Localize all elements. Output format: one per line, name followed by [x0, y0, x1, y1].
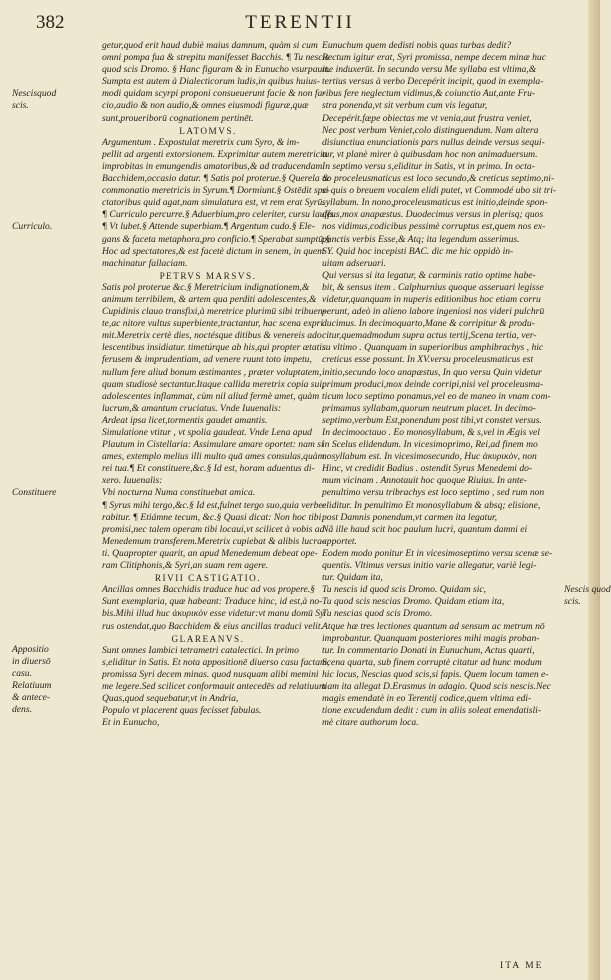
text-line: Ardeat ipsa licet,tormentis gaudet amantis.	[102, 414, 268, 426]
text-line: quam studiosè sectantur.Itaque callida meretrix copia sui,	[102, 378, 325, 390]
text-line: omni pompa fua & strepitu manifesset Bacchis. ¶ Tu nescis	[102, 52, 329, 64]
text-line: Hinc, vt credidit Badius . ostendit Syrus Menedemi do-	[322, 463, 533, 475]
text-line: Sumpta est autem à Dialecticorum ludis,in quibus huius-	[102, 76, 320, 88]
text-line: Nec post verbum Veniet,colo distinguendum. Nam altera	[322, 124, 539, 136]
margin-note: Nescisquod	[12, 88, 57, 99]
text-line: punctis verbis Esse,& Atq; ita legendum asserimus.	[322, 233, 520, 245]
text-line: tiam ita allegat D.Erasmus in adagio. Quod scis nescis.Nec	[322, 680, 551, 692]
text-line: penultimo versu tribrachys est loco septimo , sed rum non	[322, 487, 545, 499]
text-line: ducimus. In decimoquarto,Mane & corripitur & produ-	[322, 318, 535, 330]
text-line: cio,audio & non audio,& omnes eiusmodi figuræ,quæ	[102, 100, 309, 112]
text-line: Scena quarta, sub finem corruptè citatur ad hunc modum	[322, 656, 542, 668]
text-line: Et in Eunucho,	[102, 717, 160, 729]
margin-note: dens.	[12, 704, 32, 715]
text-line: In septimo versu s,eliditur in Satis, vt in primo. In octa-	[322, 160, 535, 172]
text-line: mè citare authorum loca.	[322, 717, 419, 729]
text-line: rus ostendat,quo Bacchidem & eius ancillas traduci velit.	[102, 620, 323, 632]
text-line: animum terribilem, & artem qua perditi adolescentes,&	[102, 293, 317, 305]
text-line: Qui versus si ita legatur, & carminis ratio optime habe-	[322, 269, 536, 281]
text-line: apportet.	[322, 535, 357, 547]
text-line: te,ac nitore vultus superbiente,tractantur, hac scena expri	[102, 318, 324, 330]
text-line: quod scis Dromo. § Hanc figuram & in Eunucho vsurpauit.	[102, 64, 331, 76]
text-line: primamus syllabam,quorum neutrum placet. In decimo-	[322, 402, 536, 414]
text-line: ticum loco septimo ponamus,vel eo de maneo in vnam com-	[322, 390, 551, 402]
section-heading: LATOMVS.	[179, 125, 237, 136]
text-line: promisi,nec talem operam tibi locaui,vt scilicet à vobis ad	[102, 523, 325, 535]
left-text-column	[102, 40, 337, 729]
text-line: Tu nescis id quod scis Dromo. Quidam sic,	[322, 584, 487, 596]
text-line: rabitur. ¶ Etiámne tecum, &c.§ Quasi dicat: Non hoc tibi	[102, 511, 322, 523]
text-line: citur,quemadmodum supra actus tertij,Scena tertia, ver-	[322, 330, 537, 342]
text-line: Tu nescias quod scis Dromo.	[322, 608, 433, 620]
margin-note: Curriculo.	[12, 221, 53, 232]
text-line: In decimooctauo . Eo monosyllabum, & s,vel in Ægis vel	[322, 427, 540, 438]
text-line: me induxerūt. In secundo versu Me syllaba est vltima,&	[322, 64, 537, 76]
page-header	[0, 12, 600, 38]
page-number: 382	[36, 12, 65, 33]
text-line: ctatoribus quid agat,nam simulatura est, vt rem erat Syrū.	[102, 197, 325, 209]
text-line: syllabum. In nono,proceleusmaticus est initio,deinde spon-	[322, 197, 548, 209]
text-line: quentis. Vltimus versus initio varie allegatur, variè legi-	[322, 560, 537, 572]
text-line: perunt, adeò in alieno labore ingeniosi nos videri pulchrū	[322, 306, 545, 318]
text-line: SY. Quid hoc incepisti BAC. dic me hic oppidò in-	[322, 245, 514, 257]
text-line: Nã ille haud scit hoc paulum lucri, quantum damni ei	[322, 523, 528, 535]
text-line: Satis pol proterue &c.§ Meretricium indignationem,&	[102, 281, 310, 293]
margin-note: casu.	[12, 668, 32, 679]
text-line: videtur,quanquam in nuperis editionibus hoc etiam corru	[322, 293, 541, 305]
section-heading: GLAREANVS.	[171, 633, 245, 644]
text-line: Menedemum transferem.Meretrix cupiebat & alibis lucra-	[102, 535, 326, 547]
text-line: xero. Iuuenalis:	[102, 475, 163, 487]
text-line: Plautum in Cistellaria: Assimulare amare oportet: nam si	[102, 439, 324, 451]
text-line: deus,mox anapæstus. Duodecimus versus in plerisq; quos	[322, 209, 544, 221]
text-line: ti. Quapropter quarit, an apud Menedemum debeat ope-	[102, 547, 318, 559]
section-heading: RIVII CASTIGATIO.	[154, 573, 262, 584]
text-line: modi quidam scyrpi proponi consueuerunt facie & non fa-	[102, 88, 326, 100]
text-line: hic locus, Nescias quod scis,si fapis. Quem locum tamen e-	[322, 668, 549, 680]
text-line: primum produci,mox deinde corripi,nisi vel proceleusma-	[322, 378, 544, 390]
text-line: getur,quod erit haud dubiè maius damnum, quàm si cum	[102, 40, 318, 51]
text-line: lescentibus insidiatur. timetúrque ab his,qui propter ætatis	[102, 342, 326, 354]
text-line: Bacchidem,occasio datur. ¶ Satis pol proterue.§ Querela &	[102, 173, 330, 185]
margin-note: scis.	[12, 100, 29, 111]
text-line: improbitas in emungendis amatoribus,& ad traducendam	[102, 160, 323, 172]
text-line: Atque hæ tres lectiones quantum ad sensum ac metrum nō	[322, 620, 545, 632]
text-line: stra ponenda,vt sit verbum cum vis legatur,	[322, 100, 488, 112]
text-line: nosyllabum est. In vicesimosecundo, Huc ἀκυρικὸν, non	[322, 451, 537, 463]
text-line: tur. In commentario Donati in Eunuchum, Actus quarti,	[322, 644, 535, 656]
text-line: tur. Quidam ita,	[322, 572, 383, 584]
text-line: bit, & sensus item . Calphurnius quoque asseruari legisse	[322, 281, 544, 293]
text-line: rei tua.¶ Et constituere,&c.§ Id est, horam aduentus di-	[102, 463, 315, 475]
text-line: si quis o breuem vocalem elidi putet, vt Commodé ubo sit tri-	[322, 185, 557, 197]
text-line: ¶ Curriculo percurre.§ Aduerbium,pro celeriter, cursu lauffs.	[102, 209, 337, 221]
running-title: TERENTII	[245, 12, 355, 33]
text-line: ames, extemplo melius illi multo quā ames consulas,quàm	[102, 451, 325, 463]
text-line: septimo,verbum Est,ponendum post tibi,vt constet versus.	[322, 414, 542, 426]
text-line: Vbi nocturna Numa constituebat amica.	[102, 487, 256, 499]
text-line: s,eliditur in Satis. Et nota appositionē diuerso casu factam,	[102, 656, 330, 668]
text-line: tione excudendum dedit : cum in aliis soleat emendatisli-	[322, 705, 542, 717]
text-line: uo proceleusmaticus est loco secundo,& creticus septimo,ni-	[322, 173, 555, 185]
text-line: ¶ Vt lubet.§ Attende superbiam.¶ Argentum cudo.§ Ele-	[102, 221, 315, 233]
text-line: tertius versus à verbo Decepérit incipit, quod in exempla-	[322, 76, 544, 88]
text-line: creticus esse possunt. In XV.versu proceleusmaticus est	[322, 354, 534, 366]
text-line: Decepérit.fæpe obiectas me vt venia,aut frustra veniet,	[322, 112, 532, 124]
text-line: gans & faceta metaphora,pro conficio.¶ Sperabat sumptū.§	[102, 233, 331, 245]
text-line: post Damnis ponendum,vt carmen ita legatur,	[322, 511, 498, 523]
text-line: ¶ Syrus mihi tergo,&c.§ Id est,fulnet tergo suo,quia verbe-	[102, 499, 326, 511]
margin-note: scis.	[564, 596, 581, 607]
text-line: adolescentes inflammat, cùm nil aliud fermè amet, quàm	[102, 390, 320, 402]
text-line: promissa Syri decem minas. quod nusquam alibi memini	[102, 668, 319, 680]
text-line: magis emendatè in eo Terentij codice,quem vltima edi-	[322, 693, 532, 705]
text-line: tur, vt planè mirer à quibusdam hoc non animaduersum.	[322, 148, 538, 160]
text-line: Populo vt placerent quas fecisset fabulas.	[102, 705, 262, 717]
margin-note: Appositio	[12, 644, 49, 655]
text-line: su vltimo . Quanquam in superioribus amphibrachys , hic	[322, 342, 544, 354]
margin-note: Nescis quod	[564, 584, 611, 595]
margin-note: Constituere	[12, 487, 57, 498]
text-line: Ancillas omnes Bacchidis traduce huc ad vos propere.§	[102, 584, 315, 596]
text-line: nullum fere aliud bonum æstimantes , præter voluptatem,	[102, 366, 322, 378]
text-line: disiunctiua enunciationis pars nullus deinde versus sequi-	[322, 136, 545, 148]
page-gutter-shadow	[588, 0, 600, 980]
text-line: Hoc ad spectatores,& est facetè dictum in senem, in quem	[102, 245, 325, 257]
text-line: ferusem & imprudentiam, ad venere ruunt toto impetu,	[102, 354, 312, 366]
text-line: eliditur. In penultimo Et monosyllabum & absq; elisione,	[322, 499, 541, 511]
text-line: nos vidimus,codicibus pessimè corruptus est,quem nos ex-	[322, 221, 546, 233]
text-line: commonatio meretricis in Syrum.¶ Dormiunt.§ Ostēdit spe-	[102, 185, 330, 197]
margin-note: & antece-	[12, 692, 51, 703]
text-line: Eunuchum quem dedisti nobis quas turbas dedit?	[322, 40, 512, 51]
text-line: ribus fere neglectum vidimus,& coiunctio Aut,ante Fru-	[322, 88, 536, 100]
text-line: bis.Mihi illud huc ἀκυρικὸν esse videtur:vt manu domū Sy	[102, 608, 325, 620]
text-line: mum vicinam . Annotauit hoc quoque Riuius. In ante-	[322, 475, 527, 487]
text-line: Quas,quod sequebatur,vt in Andria,	[102, 693, 239, 705]
text-line: Tu quod scis nescias Dromo. Quidam etiam ita,	[322, 596, 505, 608]
section-heading: PETRVS MARSVS.	[159, 270, 257, 281]
text-line: Cupidinis clauo transfixi,à meretrice plurimū sibi tribuen-	[102, 306, 326, 318]
text-line: uitam adseruari.	[322, 257, 386, 269]
text-line: Simulatione vtitur , vt spolia gaudeat. Vnde Lena apud	[102, 427, 312, 438]
text-line: Rectum igitur erat, Syri promissa, nempe decem minæ huc	[322, 52, 546, 64]
text-line: Sunt exemplaria, quæ habeant: Traduce hinc, id est,à no-	[102, 596, 323, 608]
text-line: lucrum,& amantum cruciatus. Vnde Iuuenalis:	[102, 402, 282, 414]
text-line: sunt,proueriborū cognationem pertinēt.	[102, 112, 254, 124]
text-line: Argumentum . Expostulat meretrix cum Syro, & im-	[102, 136, 300, 148]
text-line: Sunt omnes Iambici tetrametri catalectici. In primo	[102, 644, 299, 656]
right-text-column	[322, 40, 564, 729]
catchword: ITA ME	[500, 960, 544, 971]
text-line: improbantur. Quanquam posteriores mihi magis proban-	[322, 632, 540, 644]
text-line: pellit ad argenti extorsionem. Exprimitur autem meretricia	[102, 148, 328, 160]
text-line: mit.Meretrix certè dies, noctésque ditibus & venereis ado	[102, 330, 322, 342]
margin-note: in diuersō	[12, 656, 51, 667]
text-line: in Scelus elidendum. In vicesimoprimo, Rei,ad finem mo	[322, 439, 538, 451]
text-line: ram Clitiphonis,& Syri,an suam rem agere.	[102, 560, 269, 572]
text-line: initio,secundo loco anapæstus, In quo versu Quin videtur	[322, 366, 542, 378]
text-line: machinatur fallaciam.	[102, 257, 188, 269]
text-line: me legere.Sed scilicet conformauit antecedēs ad relatiuum	[102, 680, 326, 692]
margin-note: Relatiuum	[12, 680, 52, 691]
text-line: Eodem modo ponitur Et in vicesimoseptimo versu scenæ se-	[322, 547, 553, 559]
